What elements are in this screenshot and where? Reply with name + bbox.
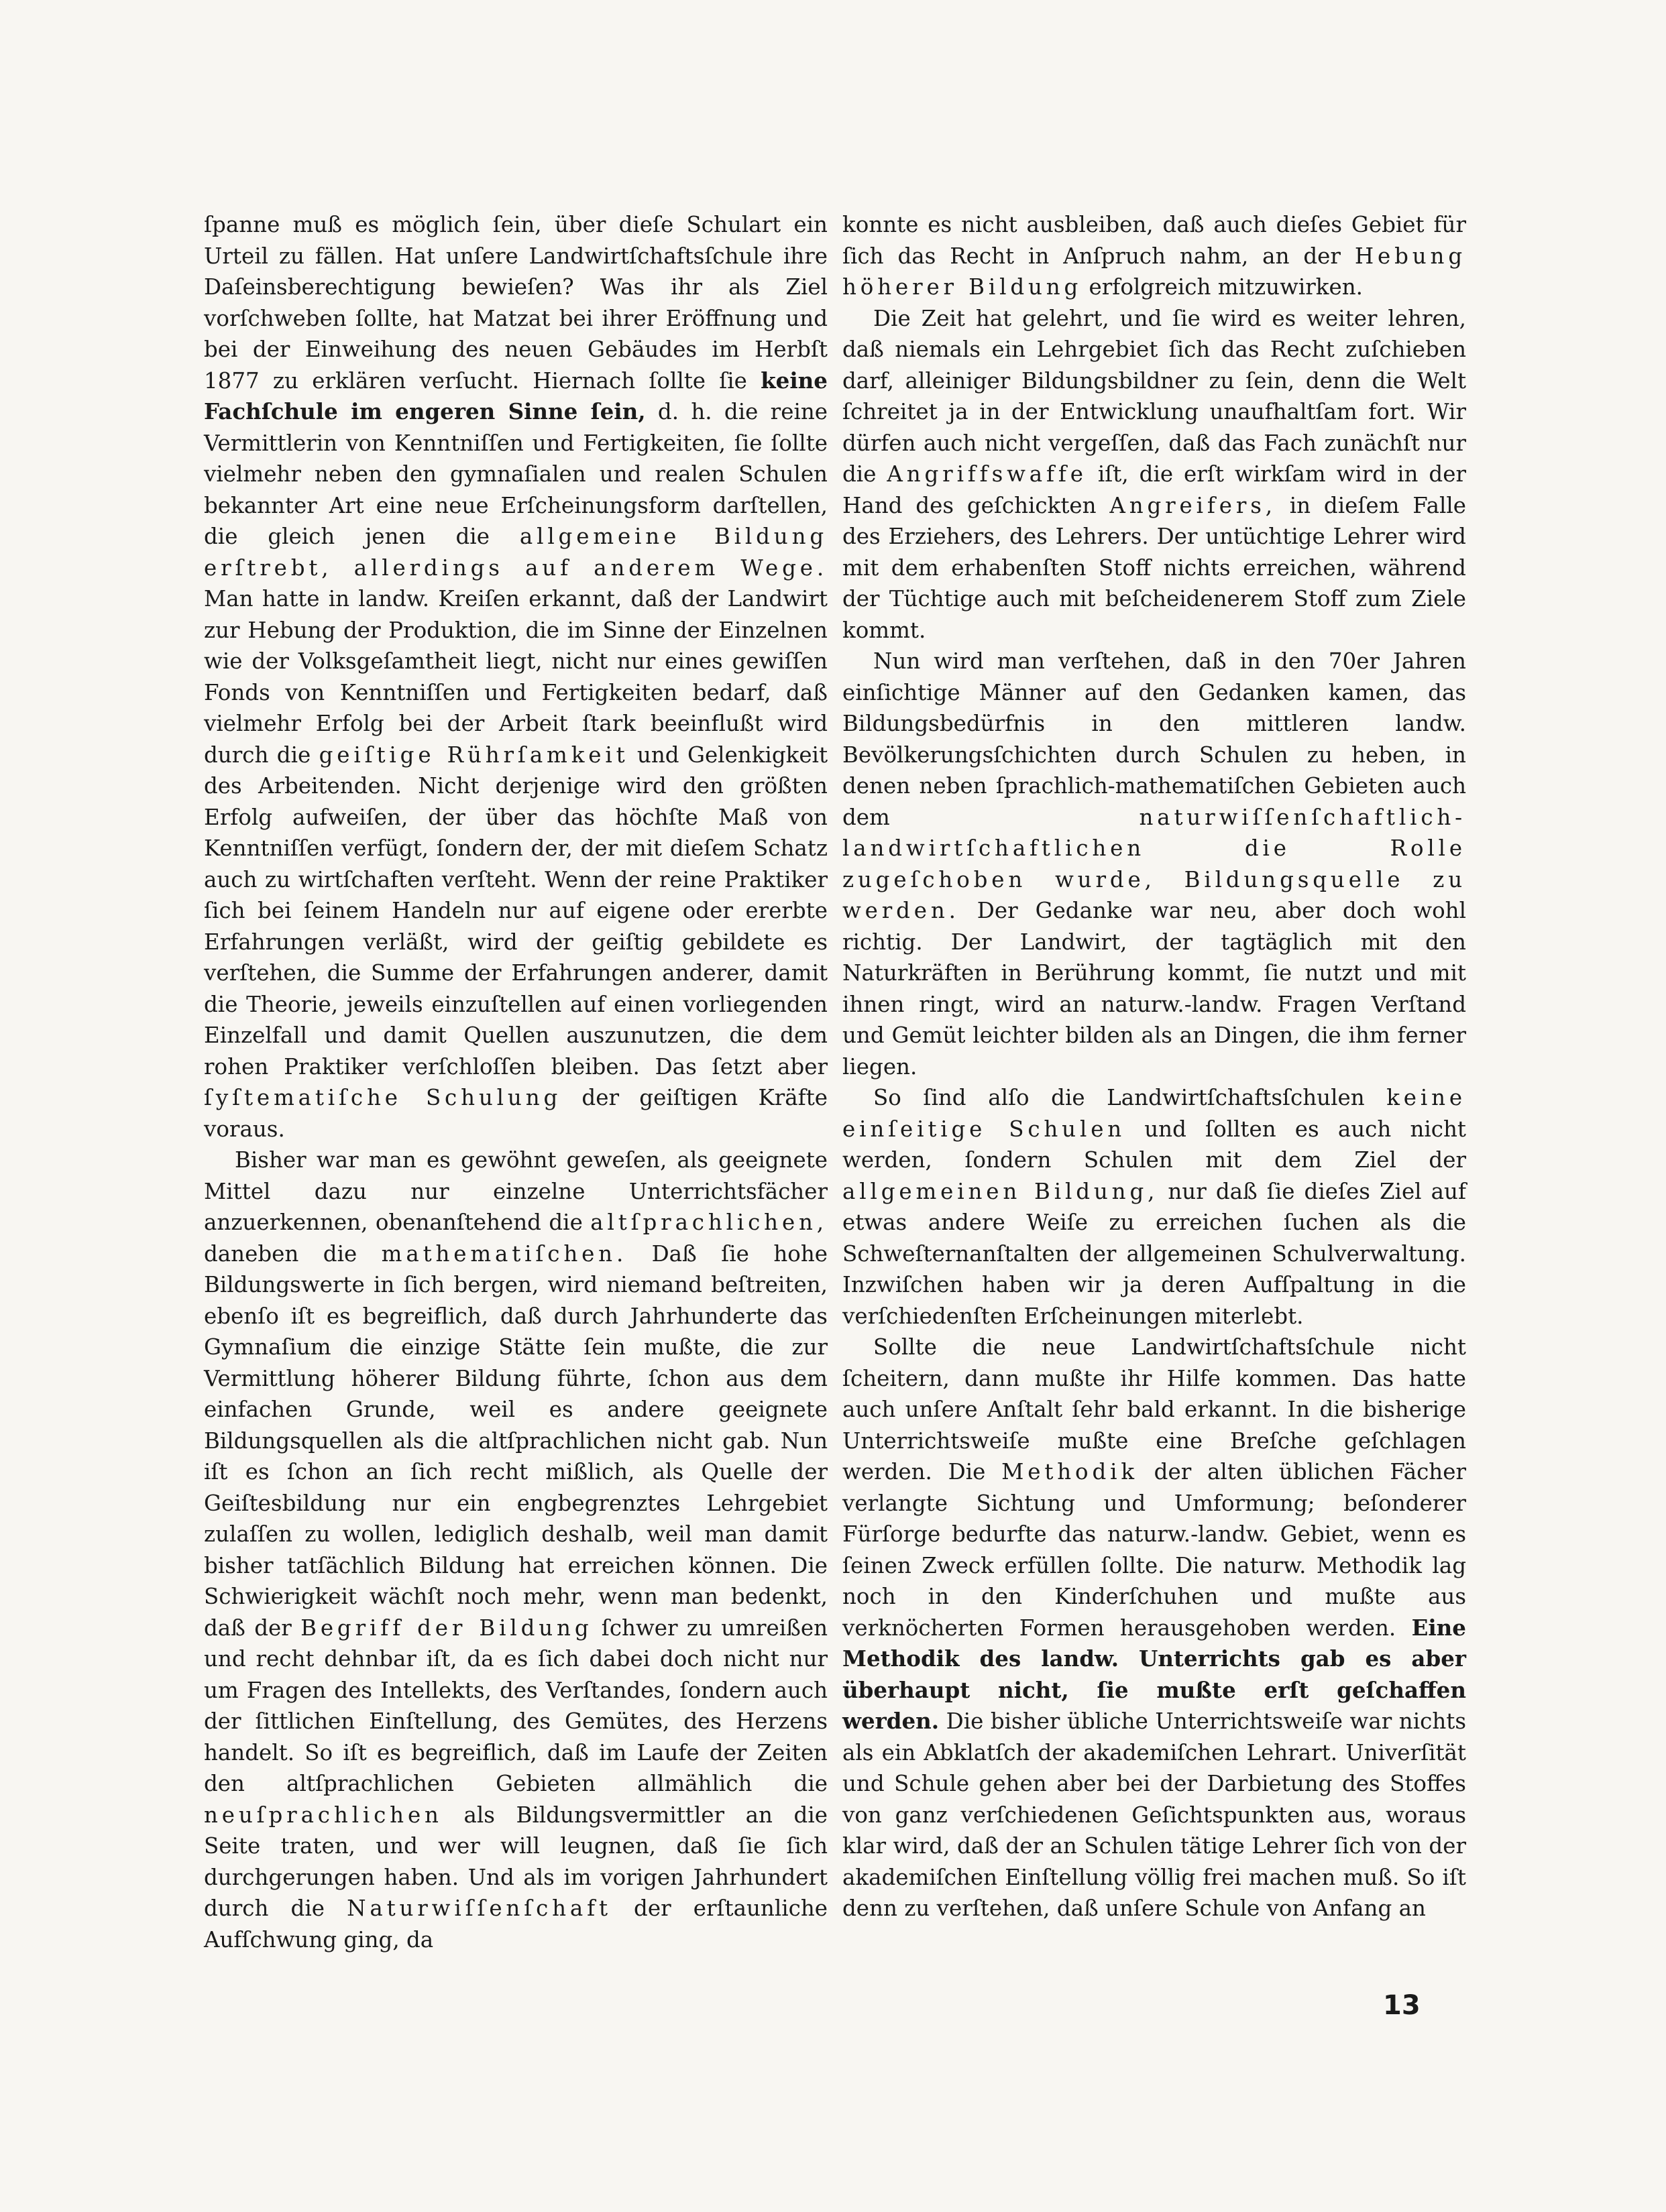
paragraph: [204, 1145, 828, 1955]
text-run: Der Gedanke war neu, aber doch wohl richtig. Der Landwirt, der tagtäglich mit den Naturkräften in Berührung kommt, ſie nutzt und mit ihnen ringt, wird an naturw.-landw. Fragen Verſtand und Gemüt leichter bilden als an Dingen, die ihm ferner liegen.: [842, 898, 1466, 1080]
text-run: der erſtaunliche Aufſchwung ging, da: [204, 1896, 828, 1953]
left-column: [204, 209, 828, 1955]
right-column: [842, 209, 1466, 1924]
spaced-text: neuſprachlichen: [204, 1802, 443, 1828]
text-run: Bisher war man es gewöhnt geweſen, als geeignete Mittel dazu nur einzelne Unterrichtsfächer anzuerkennen, obenanſtehend die: [204, 1147, 828, 1235]
text-run: Sollte die neue Landwirtſchaftsſchule nicht ſcheitern, dann mußte ihr Hilfe kommen. Das hatte auch unſere Anſtalt ſehr bald erkannt. In die bisherige Unterrichtsweiſe mußte eine Breſche geſchlagen werden. Die: [842, 1334, 1466, 1485]
spaced-text: allgemeinen Bildung,: [842, 1178, 1159, 1204]
text-run: iſt, die erſt wirkſam wird in der Hand des geſchickten: [842, 461, 1466, 518]
spaced-text: Angriffswaffe: [887, 461, 1087, 487]
text-run: Man hatte in landw. Kreiſen erkannt, daß der Landwirt zur Hebung der Produktion, die im Sinne der Einzelnen wie der Volksgeſamtheit liegt, nicht nur eines gewiſſen Fonds von Kenntniſſen und Fertigkeiten bedarf, daß vielmehr Erfolg bei der Arbeit ſtark beeinflußt wird durch die: [204, 586, 828, 768]
text-run: als Bildungsvermittler an die Seite traten, und wer will leugnen, daß ſie ſich durchgerungen haben. Und als im vorigen Jahrhundert durch die: [204, 1802, 828, 1921]
spaced-text: altſprachlichen,: [590, 1210, 828, 1235]
text-run: daneben die: [204, 1240, 382, 1267]
text-run: Die Zeit hat gelehrt, und ſie wird es weiter lehren, daß niemals ein Lehrgebiet ſich das Recht zuſchieben darf, alleiniger Bildungsbildner zu ſein, denn die Welt ſchreitet ja in der Entwicklung unaufhaltſam fort. Wir dürfen auch nicht vergeſſen, daß das Fach zunächſt nur die: [842, 305, 1466, 487]
text-run: So ſind alſo die Landwirtſchaftsſchulen: [873, 1085, 1387, 1110]
text-run: erfolgreich mitzuwirken.: [1082, 274, 1363, 300]
text-run: und Gelenkigkeit des Arbeitenden. Nicht derjenige wird den größten Erfolg aufweiſen, der über das höchſte Maß von Kenntniſſen verfügt, ſondern der, der mit dieſem Schatz auch zu wirtſchaften verſteht. Wenn der reine Praktiker ſich bei ſeinem Handeln nur auf eigene oder ererbte Erfahrungen verläßt, wird der geiſtig gebildete es verſtehen, die Summe der Erfahrungen anderer, damit die Theorie, jeweils einzuſtellen auf einen vorliegenden Einzelfall und damit Quellen auszunutzen, die dem rohen Praktiker verſchloſſen bleiben. Das ſetzt aber: [204, 742, 828, 1080]
paragraph: [842, 303, 1466, 646]
paragraph: [204, 209, 828, 1145]
spaced-text: Begriff der Bildung: [300, 1615, 593, 1641]
spaced-text: Angreifers,: [1109, 492, 1276, 518]
spaced-text: allgemeine Bildung erſtrebt, allerdings auf anderem Wege.: [204, 524, 828, 581]
bold-text: Eine Methodik des landw. Unterrichts gab es aber überhaupt nicht, ſie mußte erſt geſchaffen werden.: [842, 1614, 1466, 1734]
bold-text: keine Fachſchule im engeren Sinne ſein,: [204, 367, 828, 424]
spaced-text: Hebung höherer Bildung: [842, 243, 1466, 300]
spaced-text: ſyſtematiſche Schulung: [204, 1085, 562, 1110]
text-run: Die bisher übliche Unterrichtsweiſe war nichts als ein Abklatſch der akademiſchen Lehrart. Univerſität und Schule gehen aber bei der Darbietung des Stoffes von ganz verſchiedenen Geſichtspunkten aus, woraus klar wird, daß der an Schulen tätige Lehrer ſich von der akademiſchen Einſtellung völlig frei machen muß. So iſt denn zu verſtehen, daß unſere Schule von Anfang an: [842, 1708, 1466, 1921]
spaced-text: keine einſeitige Schulen: [842, 1085, 1466, 1142]
spaced-text: mathematiſchen.: [381, 1240, 628, 1267]
text-run: ſpanne muß es möglich ſein, über dieſe Schulart ein Urteil zu fällen. Hat unſere Landwirtſchaftsſchule ihre Daſeinsberechtigung bewieſen? Was ihr als Ziel vorſchweben ſollte, hat Matzat bei ihrer Eröffnung und bei der Einweihung des neuen Gebäudes im Herbſt 1877 zu erklären verſucht. Hiernach ſollte ſie: [204, 212, 828, 394]
text-run: Nun wird man verſtehen, daß in den 70er Jahren einſichtige Männer auf den Gedanken kamen, das Bildungsbedürfnis in den mittleren landw. Bevölkerungsſchichten durch Schulen zu heben, in denen neben ſprachlich-mathematiſchen Gebieten auch dem: [842, 648, 1466, 830]
paragraph: [842, 646, 1466, 1082]
paragraph: [842, 1082, 1466, 1332]
page-number: 13: [1383, 1990, 1421, 2021]
paragraph: [842, 1332, 1466, 1924]
spaced-text: Naturwiſſenſchaft: [347, 1896, 612, 1921]
text-run: konnte es nicht ausbleiben, daß auch dieſes Gebiet für ſich das Recht in Anſpruch nahm, an der: [842, 212, 1466, 269]
text-run: der alten üblichen Fächer verlangte Sichtung und Umformung; beſonderer Fürſorge bedurfte das naturw.-landw. Gebiet, wenn es ſeinen Zweck erfüllen ſollte. Die naturw. Methodik lag noch in den Kinderſchuhen und mußte aus verknöcherten Formen herausgehoben werden.: [842, 1459, 1466, 1641]
paragraph: [842, 209, 1466, 303]
text-run: d. h. die reine Vermittlerin von Kenntniſſen und Fertigkeiten, ſie ſollte vielmehr neben den gymnaſialen und realen Schulen bekannter Art eine neue Erſcheinungsform darſtellen, die gleich jenen die: [204, 399, 828, 549]
text-run: der geiſtigen Kräfte voraus.: [204, 1085, 828, 1142]
spaced-text: geiſtige Rührſamkeit: [319, 742, 629, 768]
text-run: nur daß ſie dieſes Ziel auf etwas andere Weiſe zu erreichen ſuchen als die Schweſternanſtalten der allgemeinen Schulverwaltung. Inzwiſchen haben wir ja deren Aufſpaltung in die verſchiedenſten Erſcheinungen miterlebt.: [842, 1178, 1466, 1329]
text-run: in dieſem Falle des Erziehers, des Lehrers. Der untüchtige Lehrer wird mit dem erhabenſten Stoff nichts erreichen, während der Tüchtige auch mit beſcheidenerem Stoff zum Ziele kommt.: [842, 492, 1466, 643]
spaced-text: Methodik: [1001, 1459, 1138, 1485]
text-run: und ſollten es auch nicht werden, ſondern Schulen mit dem Ziel der: [842, 1116, 1466, 1173]
text-run: ſchwer zu umreißen und recht dehnbar iſt, da es ſich dabei doch nicht nur um Fragen des Intellekts, des Verſtandes, ſondern auch der ſittlichen Einſtellung, des Gemütes, des Herzens handelt. So iſt es begreiflich, daß im Laufe der Zeiten den altſprachlichen Gebieten allmählich die: [204, 1615, 828, 1796]
spaced-text: naturwiſſenſchaftlich-landwirtſchaftlichen die Rolle zugeſchoben wurde, Bildungsquelle zu werden.: [842, 804, 1466, 923]
text-run: Daß ſie hohe Bildungswerte in ſich bergen, wird niemand beſtreiten, ebenſo iſt es begreiflich, daß durch Jahrhunderte das Gymnaſium die einzige Stätte ſein mußte, die zur Vermittlung höherer Bildung führte, ſchon aus dem einfachen Grunde, weil es andere geeignete Bildungsquellen als die altſprachlichen nicht gab. Nun iſt es ſchon an ſich recht mißlich, als Quelle der Geiſtesbildung nur ein engbegrenztes Lehrgebiet zulaſſen zu wollen, lediglich deshalb, weil man damit bisher tatſächlich Bildung hat erreichen können. Die Schwierigkeit wächſt noch mehr, wenn man bedenkt, daß der: [204, 1240, 828, 1641]
